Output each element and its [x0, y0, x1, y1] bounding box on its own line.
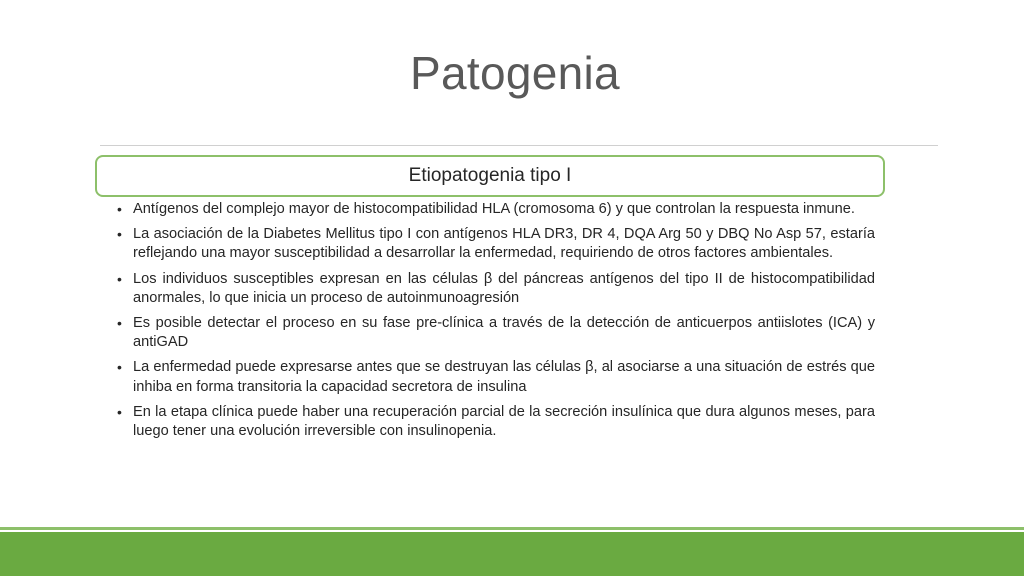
- bullet-list: [117, 200, 875, 447]
- slide-title: Patogenia: [410, 47, 620, 99]
- bullet-marker: •: [117, 270, 122, 287]
- bullet-text: Los individuos susceptibles expresan en las células β del páncreas antígenos del tipo II de histocompatibilidad anormales, lo que inicia un proceso de autoinmunoagresión: [133, 270, 875, 306]
- bullet-item: [117, 403, 875, 441]
- bullet-marker: •: [117, 226, 122, 243]
- bullet-item: [117, 200, 875, 219]
- bullet-text: Es posible detectar el proceso en su fase pre-clínica a través de la detección de anticuerpos antiislotes (ICA) y antiGAD: [133, 315, 875, 351]
- bullet-item: [117, 225, 875, 263]
- bullet-item: [117, 314, 875, 352]
- bullet-item: [117, 270, 875, 308]
- bullet-marker: •: [117, 201, 122, 217]
- footer-accent-bar: [0, 532, 1024, 576]
- bullet-text: La asociación de la Diabetes Mellitus tipo I con antígenos HLA DR3, DR 4, DQA Arg 50 y DBQ No Asp 57, estaría reflejando una mayor susceptibilidad a desarrollar la enfermedad, requiriendo de otros factores ambientales.: [133, 226, 875, 262]
- bullet-text: En la etapa clínica puede haber una recuperación parcial de la secreción insulínica que dura algunos meses, para luego tener una evolución irreversible con insulinopenia.: [133, 403, 875, 440]
- title-divider: [100, 145, 938, 146]
- section-heading-box: [95, 155, 885, 197]
- bullet-marker: •: [117, 359, 122, 376]
- bullet-marker: •: [117, 315, 122, 332]
- bullet-item: [117, 358, 875, 396]
- bullet-marker: •: [117, 403, 122, 420]
- bullet-text: La enfermedad puede expresarse antes que se destruyan las células β, al asociarse a una situación de estrés que inhiba en forma transitoria la capacidad secretora de insulina: [133, 359, 875, 395]
- section-heading-label: Etiopatogenia tipo I: [408, 165, 572, 186]
- bullet-text: Antígenos del complejo mayor de histocompatibilidad HLA (cromosoma 6) y que controlan la respuesta inmune.: [133, 201, 855, 217]
- footer-accent-line: [0, 527, 1024, 530]
